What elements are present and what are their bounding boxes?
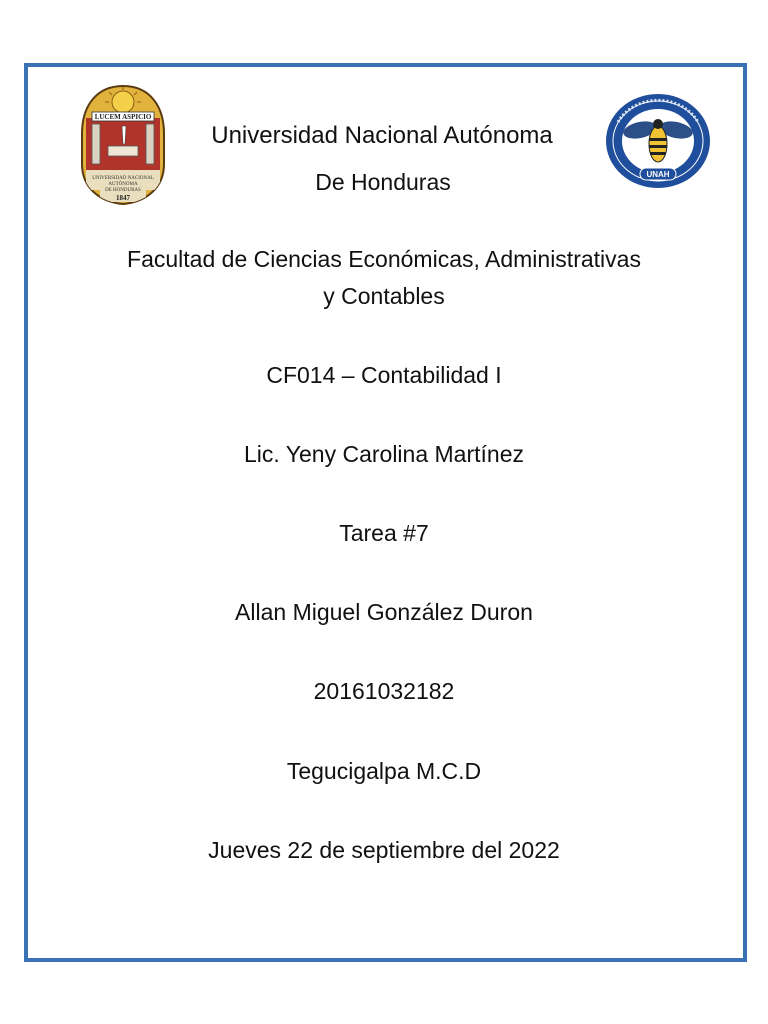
seal-year: 1847 (116, 194, 130, 202)
university-name-line1: Universidad Nacional Autónoma (211, 122, 553, 149)
svg-text:DE HONDURAS: DE HONDURAS (105, 188, 141, 193)
student-id: 20161032182 (313, 678, 455, 704)
seal-motto: LUCEM ASPICIO (94, 113, 152, 121)
course-title: CF014 – Contabilidad I (266, 362, 502, 388)
badge-label: UNAH (646, 170, 670, 179)
svg-text:AUTÓNOMA: AUTÓNOMA (108, 182, 138, 187)
student-name: Allan Miguel González Duron (235, 599, 533, 625)
faculty-name-line2: y Contables (323, 283, 445, 309)
city: Tegucigalpa M.C.D (286, 758, 482, 784)
professor-name: Lic. Yeny Carolina Martínez (244, 441, 524, 467)
university-name-line2: De Honduras (315, 169, 451, 195)
date: Jueves 22 de septiembre del 2022 (208, 837, 560, 863)
svg-text:UNIVERSIDAD NACIONAL: UNIVERSIDAD NACIONAL (92, 176, 154, 181)
assignment-title: Tarea #7 (339, 520, 429, 546)
faculty-name-line1: Facultad de Ciencias Económicas, Administrativas (127, 246, 641, 272)
